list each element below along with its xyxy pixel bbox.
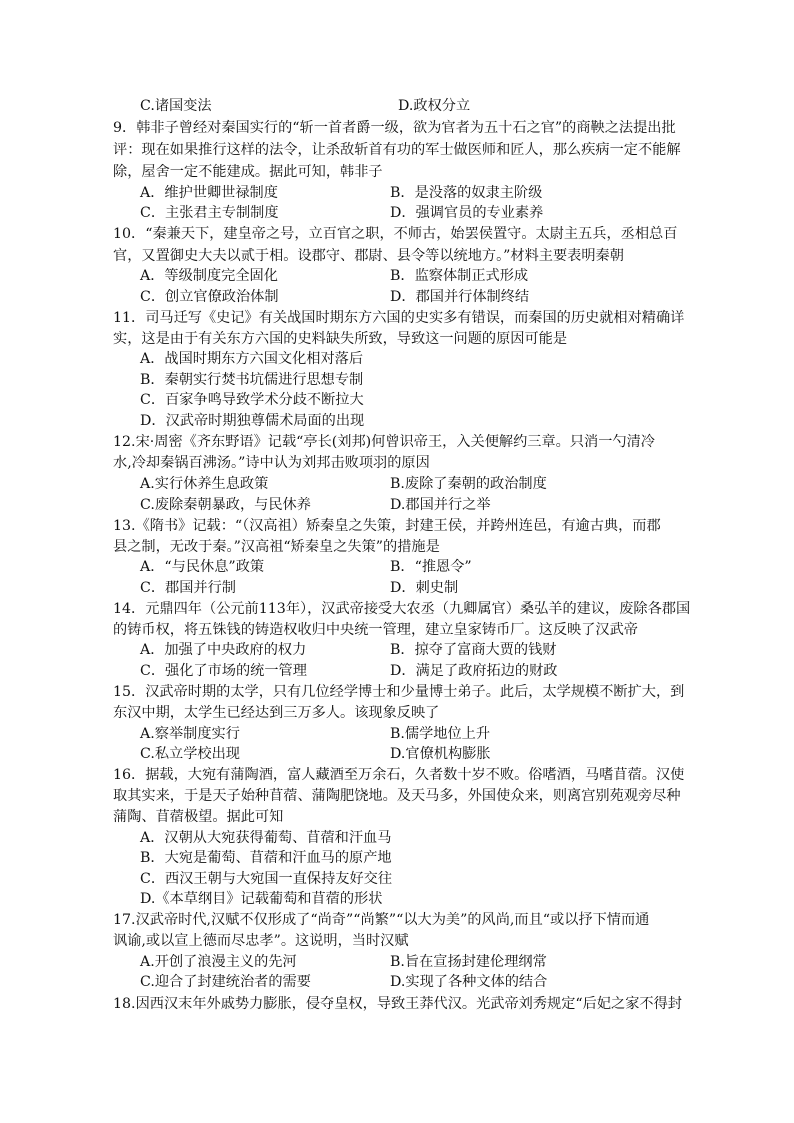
answer-option: A．“与民休息”政策 xyxy=(140,559,265,575)
question-text-line: 除，屋舍一定不能建成。据此可知，韩非子 xyxy=(113,164,383,180)
answer-option: A.开创了浪漫主义的先河 xyxy=(140,954,297,970)
answer-option: D．郡国并行体制终结 xyxy=(390,289,530,305)
question-text-line: 14．元鼎四年（公元前113年），汉武帝接受大农丞（九卿属官）桑弘羊的建议，废除各郡国 xyxy=(113,601,691,617)
answer-option: B．“推恩令” xyxy=(390,559,472,575)
answer-option: B．秦朝实行焚书坑儒进行思想专制 xyxy=(140,372,364,388)
answer-option: B．监察体制正式形成 xyxy=(390,268,529,284)
question-text-line: 讽谕,或以宣上德而尽忠孝”。这说明，当时汉赋 xyxy=(113,933,409,949)
answer-option: C.废除秦朝暴政，与民休养 xyxy=(140,497,311,513)
answer-option: B.儒学地位上升 xyxy=(390,726,491,742)
answer-option: C．百家争鸣导致学术分歧不断拉大 xyxy=(140,392,364,408)
answer-option: D.官僚机构膨胀 xyxy=(390,746,491,762)
question-text-line: 县之制，无改于秦。”汉高祖“矫秦皇之失策”的措施是 xyxy=(113,539,440,555)
answer-option: D．强调官员的专业素养 xyxy=(390,205,544,221)
answer-option: A.实行休养生息政策 xyxy=(140,476,269,492)
question-text-line: 的铸币权，将五铢钱的铸造权收归中央统一管理，建立皇家铸币厂。这反映了汉武帝 xyxy=(113,622,638,638)
answer-option: C．创立官僚政治体制 xyxy=(140,289,279,305)
answer-option: B．掠夺了富商大贾的钱财 xyxy=(390,642,557,658)
answer-option: A．维护世卿世禄制度 xyxy=(140,185,278,201)
question-text-line: 实，这是由于有关东方六国的史料缺失所致，导致这一问题的原因可能是 xyxy=(113,331,568,347)
answer-option: C．强化了市场的统一管理 xyxy=(140,663,307,679)
answer-option: D.郡国并行之举 xyxy=(390,497,491,513)
question-text-line: 10．“秦兼天下，建皇帝之号，立百官之职，不师古，始罢侯置守。太尉主五兵，丞相总百 xyxy=(113,226,678,242)
answer-option: B．大宛是葡萄、苜蓿和汗血马的原产地 xyxy=(140,850,392,866)
answer-option: A．战国时期东方六国文化相对落后 xyxy=(140,351,364,367)
question-text-line: 12.宋·周密《齐东野语》记载“亭长(刘邦)何曾识帝王，入关便解约三章。只消一勺清冷 xyxy=(113,434,655,450)
answer-option: D.实现了各种文体的结合 xyxy=(390,974,548,990)
question-text-line: 蒲陶、苜蓿极望。据此可知 xyxy=(113,809,284,825)
question-text-line: 13.《隋书》记载：“（汉高祖）矫秦皇之失策，封建王侯，并跨州连邑，有逾古典，而郡 xyxy=(113,518,661,534)
answer-option: A．加强了中央政府的权力 xyxy=(140,642,307,658)
question-text-line: 17.汉武帝时代,汉赋不仅形成了“尚奇”“尚繁”“以大为美”的风尚,而且“或以抒下情而通 xyxy=(113,912,650,928)
question-text-line: 取其实来，于是天子始种苜蓿、蒲陶肥饶地。及天马多，外国使众来，则离宫别苑观旁尽种 xyxy=(113,788,681,804)
answer-option: A．汉朝从大宛获得葡萄、苜蓿和汗血马 xyxy=(140,830,392,846)
answer-option: B．是没落的奴隶主阶级 xyxy=(390,185,543,201)
question-text-line: 水,冷却秦锅百沸汤。”诗中认为刘邦击败项羽的原因 xyxy=(113,455,430,471)
answer-option: A.察举制度实行 xyxy=(140,726,240,742)
question-text-line: 评：现在如果推行这样的法令，让杀敌斩首有功的军士做医师和匠人，那么疾病一定不能解 xyxy=(113,142,681,158)
answer-option: C.迎合了封建统治者的需要 xyxy=(140,974,311,990)
question-text-line: 15．汉武帝时期的太学，只有几位经学博士和少量博士弟子。此后，太学规模不断扩大，到 xyxy=(113,684,685,700)
answer-option: C．郡国并行制 xyxy=(140,580,236,596)
question-text-line: 18.因西汉末年外戚势力膨胀，侵夺皇权，导致王莽代汉。光武帝刘秀规定“后妃之家不得封 xyxy=(113,996,682,1012)
answer-option: D.政权分立 xyxy=(398,98,471,114)
question-text-line: 11．司马迁写《史记》有关战国时期东方六国的史实多有错误，而秦国的历史就相对精确详 xyxy=(113,310,685,326)
answer-option: A．等级制度完全固化 xyxy=(140,268,278,284)
question-text-line: 16．据载，大宛有蒲陶酒，富人藏酒至万余石，久者数十岁不败。俗嗜酒，马嗜苜蓿。汉使 xyxy=(113,767,685,783)
answer-option: D．汉武帝时期独尊儒术局面的出现 xyxy=(140,413,365,429)
answer-option: D.《本草纲目》记载葡萄和苜蓿的形状 xyxy=(140,891,383,907)
answer-option: B.废除了秦朝的政治制度 xyxy=(390,476,547,492)
question-text-line: 9．韩非子曾经对秦国实行的“斩一首者爵一级，欲为官者为五十石之官”的商鞅之法提出批 xyxy=(113,120,676,136)
answer-option: D．刺史制 xyxy=(390,580,459,596)
question-text-line: 东汉中期，太学生已经达到三万多人。该现象反映了 xyxy=(113,705,440,721)
answer-option: C．西汉王朝与大宛国一直保持友好交往 xyxy=(140,871,393,887)
answer-option: D．满足了政府拓边的财政 xyxy=(390,663,558,679)
answer-option: C.私立学校出现 xyxy=(140,746,240,762)
answer-option: B.旨在宣扬封建伦理纲常 xyxy=(390,954,547,970)
answer-option: C．主张君主专制制度 xyxy=(140,205,279,221)
question-text-line: 官，又置御史大夫以贰于相。设郡守、郡尉、县令等以统地方。”材料主要表明秦朝 xyxy=(113,248,624,264)
answer-option: C.诸国变法 xyxy=(140,98,212,114)
